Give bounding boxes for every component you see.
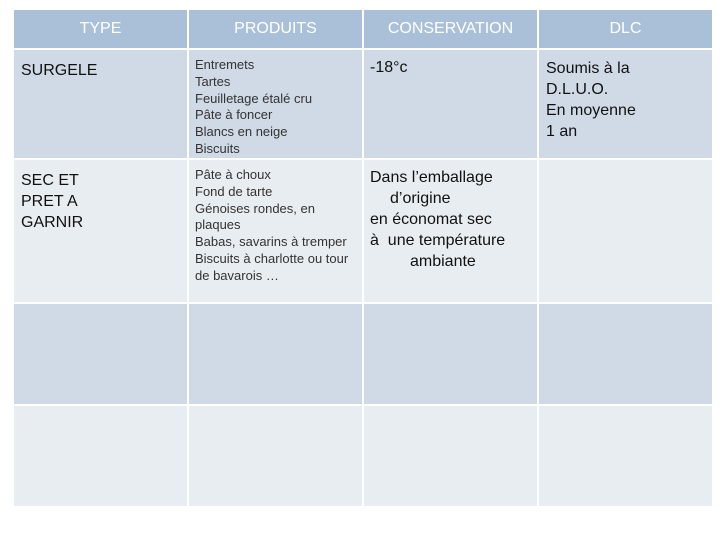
row-sec-dlc [539, 160, 712, 302]
conservation-line: à une température [370, 232, 506, 249]
header-produits: PRODUITS [189, 10, 362, 48]
empty-cell [189, 406, 362, 506]
empty-cell [364, 406, 537, 506]
conservation-line: d’origine [390, 190, 451, 207]
empty-cell [189, 304, 362, 404]
row-sec-conservation [364, 160, 537, 302]
header-conservation: CONSERVATION [364, 10, 537, 48]
empty-cell [539, 304, 712, 404]
row-surgele-type: SURGELE [14, 50, 187, 158]
conservation-line: Dans l’emballage [370, 169, 493, 186]
row-surgele-conservation: -18°c [364, 50, 537, 158]
header-type: TYPE [14, 10, 187, 48]
header-dlc: DLC [539, 10, 712, 48]
empty-cell [364, 304, 537, 404]
row-surgele-products: Entremets Tartes Feuilletage étalé cru Pâte à foncer Blancs en neige Biscuits [189, 50, 362, 158]
row-sec-type: SEC ET PRET A GARNIR [14, 160, 187, 302]
conservation-table [14, 10, 712, 506]
row-surgele-dlc: Soumis à la D.L.U.O. En moyenne 1 an [539, 50, 712, 158]
conservation-line: en économat sec [370, 211, 492, 228]
empty-cell [14, 406, 187, 506]
empty-cell [539, 406, 712, 506]
row-sec-products: Pâte à choux Fond de tarte Génoises rondes, en plaques Babas, savarins à tremper Biscuits à charlotte ou tour de bavarois … [189, 160, 362, 302]
conservation-line: ambiante [410, 253, 476, 270]
empty-cell [14, 304, 187, 404]
